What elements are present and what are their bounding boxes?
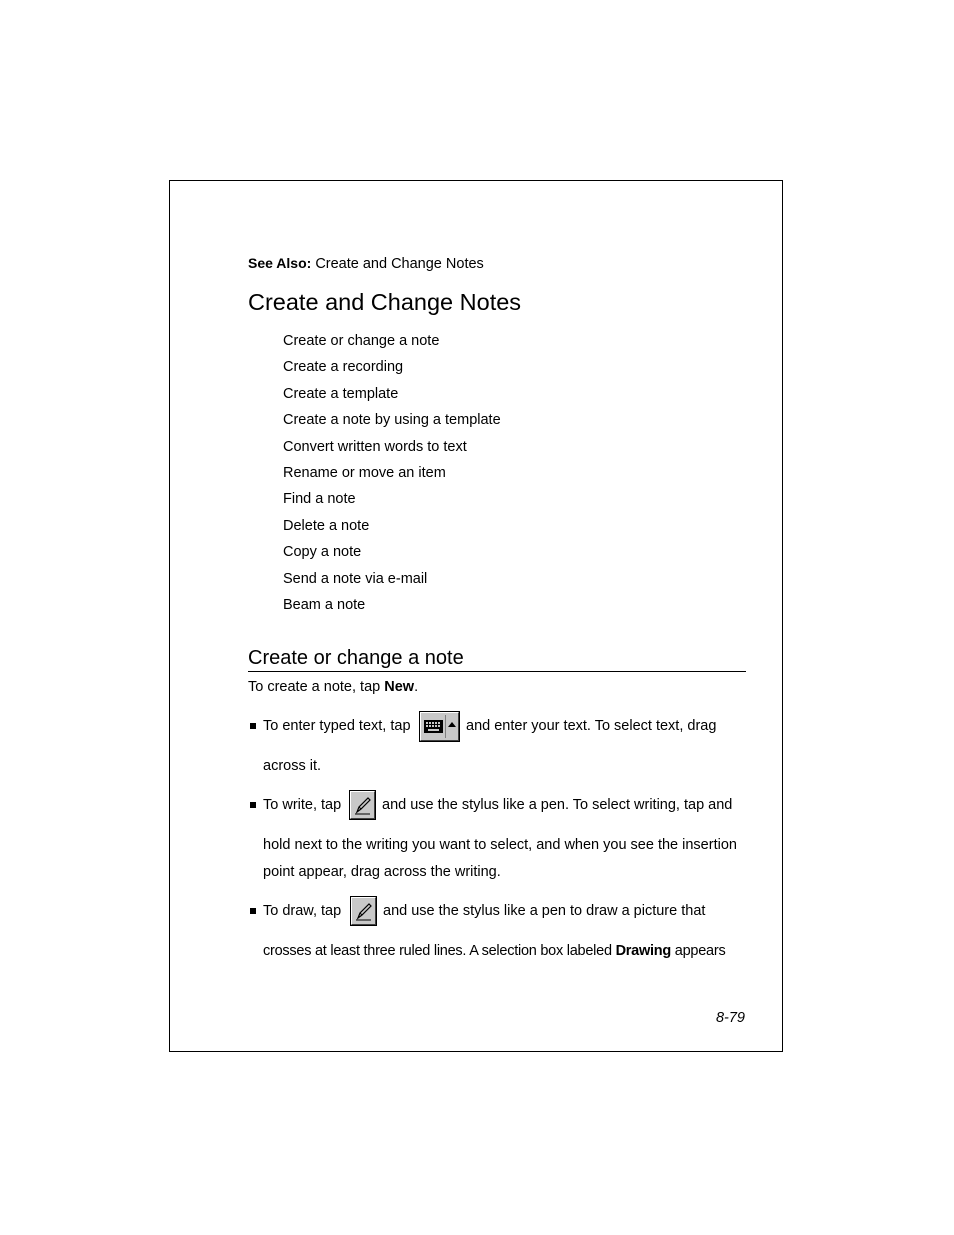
topic-link[interactable]: Delete a note	[283, 517, 370, 534]
bullet1-text-before: To enter typed text, tap	[263, 718, 411, 734]
bullet3-text-line2	[263, 941, 725, 961]
topic-link[interactable]: Rename or move an item	[283, 464, 446, 481]
page-title: Create and Change Notes	[248, 289, 522, 315]
section-intro	[248, 677, 418, 697]
bullet2-text-line3: point appear, drag across the writing.	[263, 864, 501, 880]
topic-list	[283, 330, 501, 620]
topic-link[interactable]: Create a template	[283, 385, 399, 402]
topic-link[interactable]: Send a note via e-mail	[283, 570, 428, 587]
bullet3-line2-text: crosses at least three ruled lines. A selection box labeled	[263, 943, 616, 959]
topic-link[interactable]: Create or change a note	[283, 333, 440, 349]
see-also-link[interactable]: Create and Change Notes	[315, 256, 484, 272]
topic-link[interactable]: Convert written words to text	[283, 438, 467, 455]
pen-icon	[350, 791, 375, 819]
section-title: Create or change a note	[248, 645, 746, 672]
pen-icon	[351, 897, 376, 925]
topic-link[interactable]: Beam a note	[283, 596, 366, 613]
bullet-marker	[250, 908, 256, 914]
bullet3-text-before: To draw, tap	[263, 903, 342, 919]
topic-link[interactable]: Create a recording	[283, 359, 404, 376]
keyboard-icon	[420, 712, 459, 741]
bullet1-text-line2: across it.	[263, 758, 322, 774]
bullet2-text-after: and use the stylus like a pen. To select writing, tap and	[382, 797, 733, 813]
intro-bold: New	[384, 679, 415, 695]
bullet2-text-line2: hold next to the writing you want to select, and when you see the insertion	[263, 837, 737, 853]
bullet3-line2-end: appears	[671, 943, 726, 959]
page-number: 8-79	[715, 1010, 745, 1026]
topic-link[interactable]: Find a note	[283, 491, 356, 508]
bullet2-text-before: To write, tap	[263, 797, 342, 813]
bullet3-line2-bold: Drawing	[615, 943, 672, 959]
bullet-marker	[250, 802, 256, 808]
see-also-label: See Also:	[248, 255, 312, 271]
bullet3-text-after: and use the stylus like a pen to draw a picture that	[383, 903, 706, 919]
bullet1-text-after: and enter your text. To select text, drag	[466, 718, 717, 734]
topic-link[interactable]: Copy a note	[283, 544, 362, 561]
topic-link[interactable]: Create a note by using a template	[283, 412, 501, 429]
intro-end: .	[414, 679, 419, 695]
see-also	[248, 254, 484, 273]
intro-text: To create a note, tap	[248, 679, 385, 695]
bullet-marker	[250, 723, 256, 729]
